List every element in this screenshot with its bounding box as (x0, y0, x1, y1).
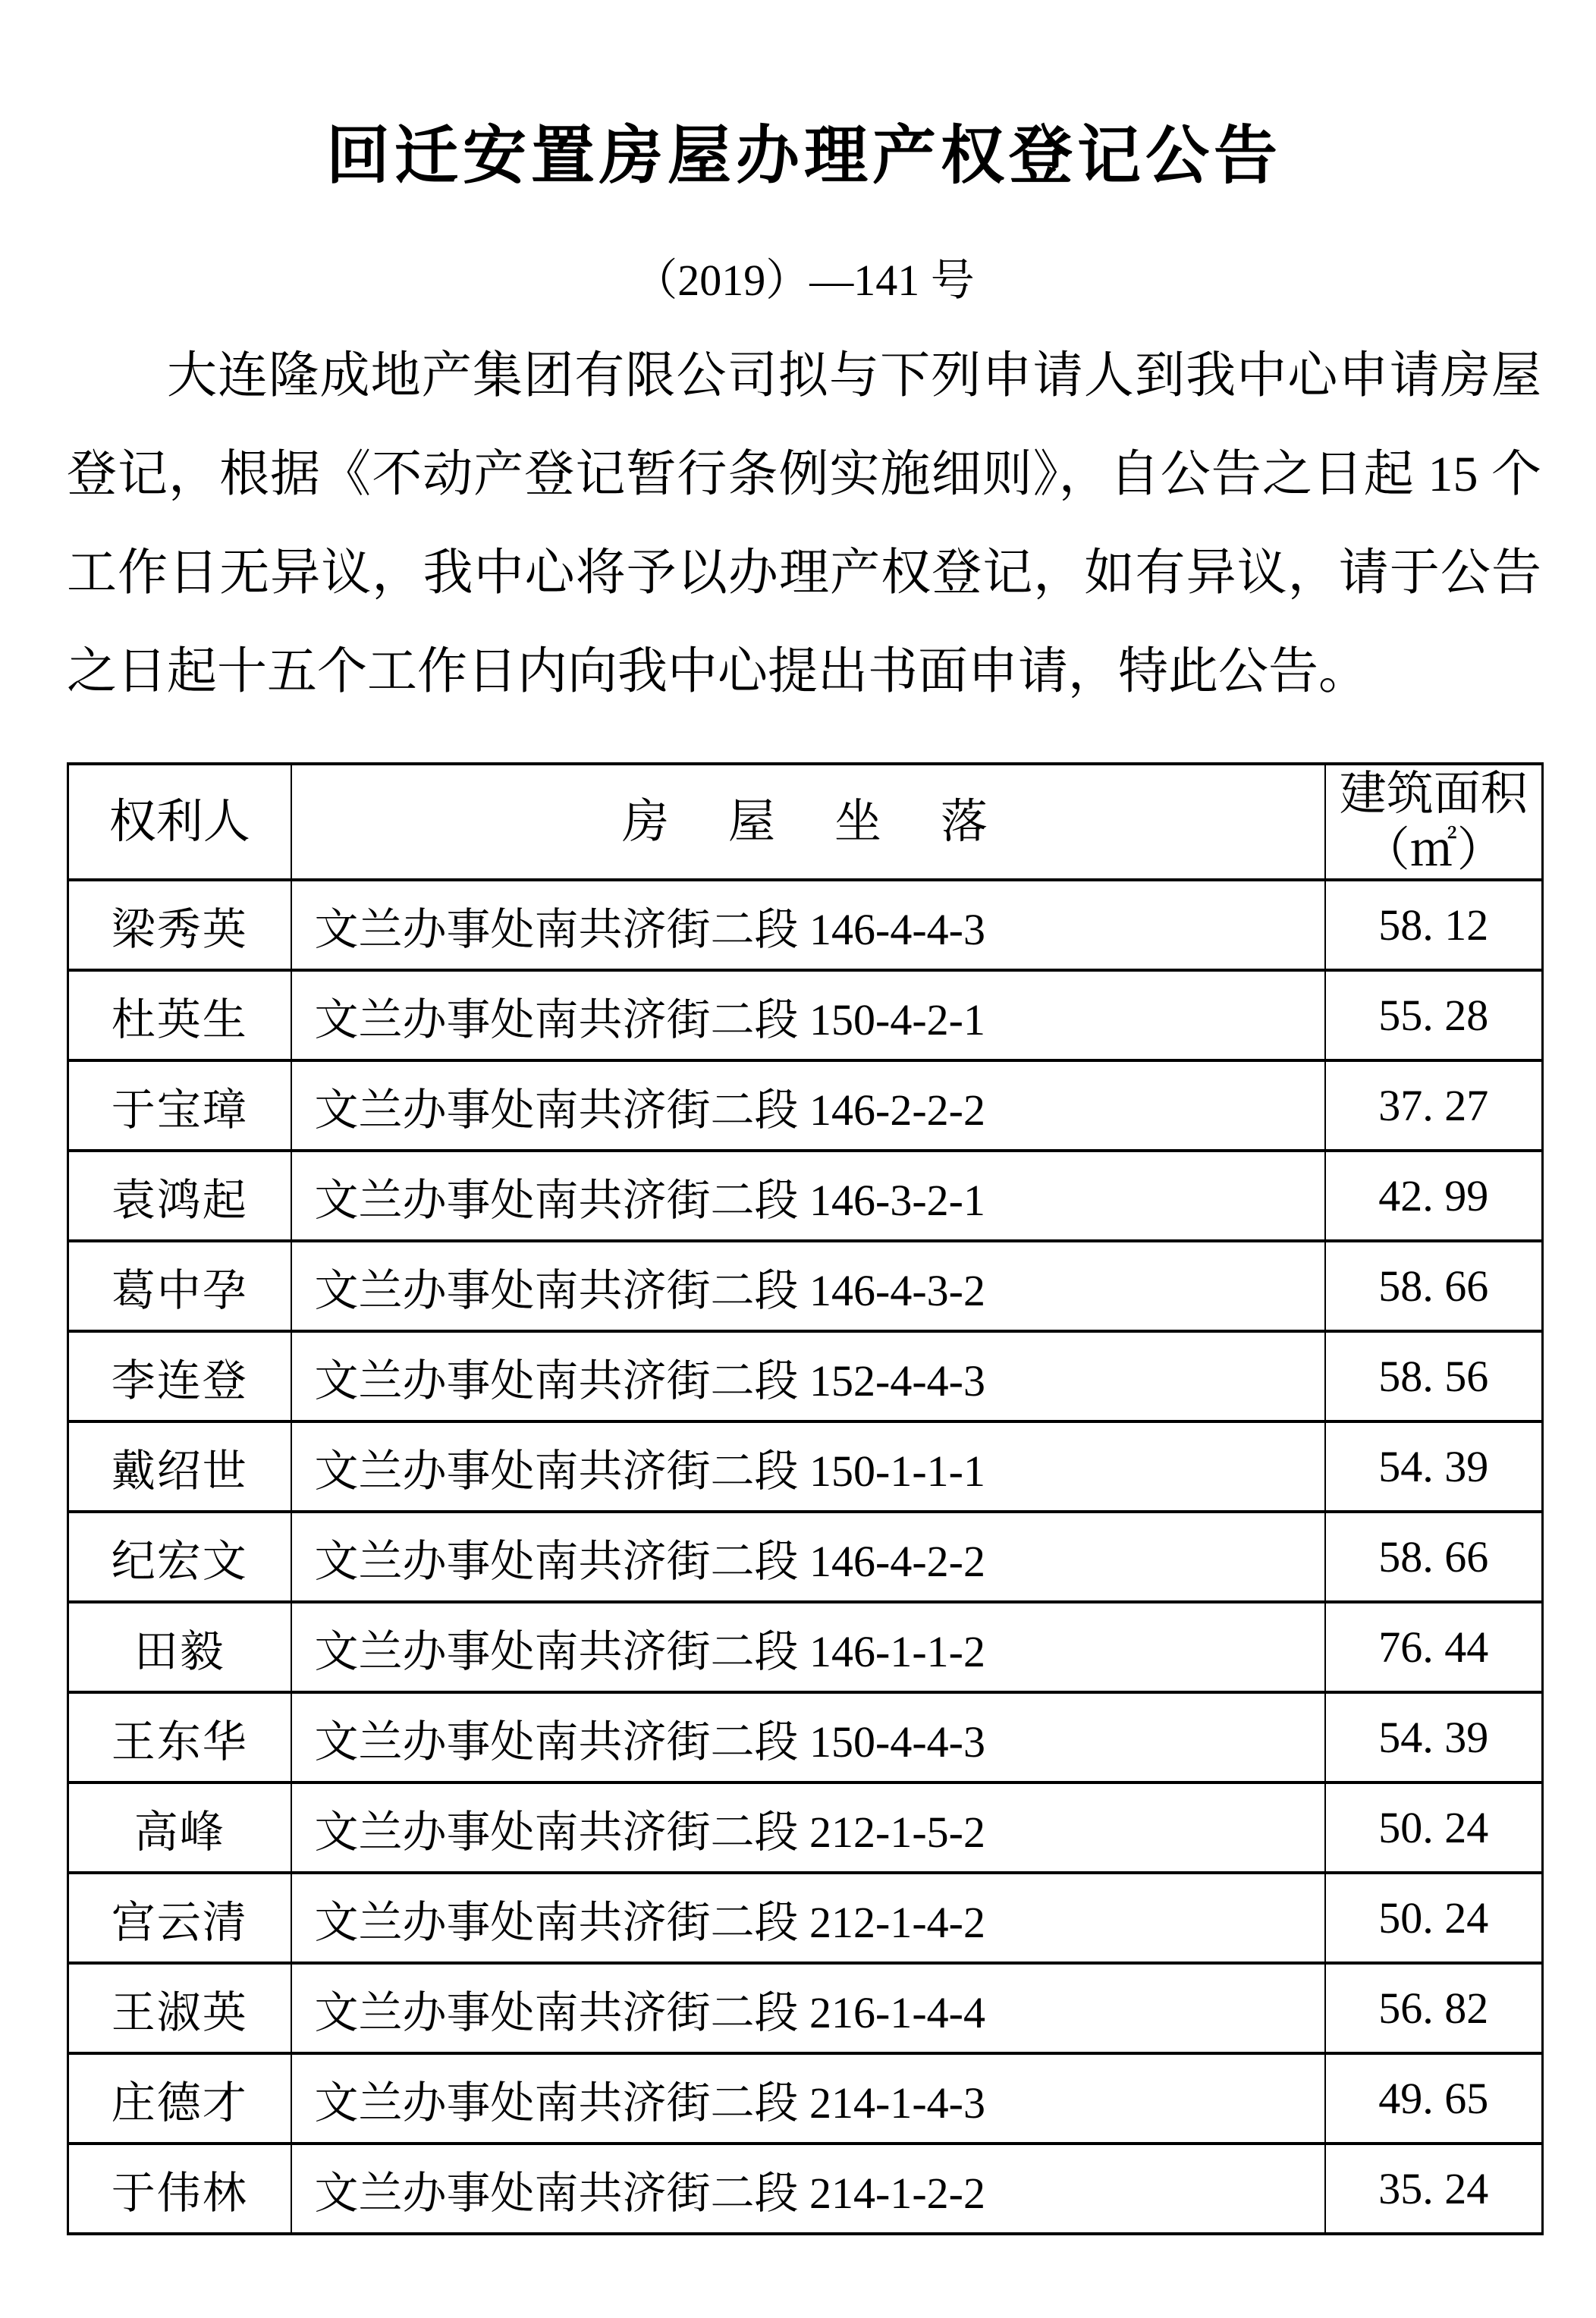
location-cell: 文兰办事处南共济街二段 146-4-3-2 (291, 1241, 1325, 1331)
location-cell: 文兰办事处南共济街二段 150-4-4-3 (291, 1692, 1325, 1782)
location-cell: 文兰办事处南共济街二段 212-1-5-2 (291, 1782, 1325, 1873)
owner-cell: 袁鸿起 (68, 1151, 291, 1241)
area-cell: 55. 28 (1325, 970, 1543, 1060)
col-header-area (1325, 764, 1543, 880)
table-row (68, 1512, 1543, 1602)
table-row (68, 1060, 1543, 1151)
area-cell: 58. 66 (1325, 1512, 1543, 1602)
owner-cell: 梁秀英 (68, 880, 291, 970)
table-row (68, 1331, 1543, 1421)
owner-cell: 纪宏文 (68, 1512, 291, 1602)
table-header-row (68, 764, 1543, 880)
owner-cell: 王淑英 (68, 1963, 291, 2053)
owner-cell: 戴绍世 (68, 1421, 291, 1512)
location-cell: 文兰办事处南共济街二段 152-4-4-3 (291, 1331, 1325, 1421)
owner-cell: 杜英生 (68, 970, 291, 1060)
table-row (68, 1421, 1543, 1512)
area-cell: 42. 99 (1325, 1151, 1543, 1241)
col-header-location: 房 屋 坐 落 (291, 764, 1325, 880)
area-cell: 54. 39 (1325, 1692, 1543, 1782)
area-cell: 58. 66 (1325, 1241, 1543, 1331)
paragraph-line-4: 之日起十五个工作日内向我中心提出书面申请，特此公告。 (67, 644, 1368, 699)
area-cell: 49. 65 (1325, 2053, 1543, 2144)
table-row (68, 1963, 1543, 2053)
paragraph-line-2: 登记，根据《不动产登记暂行条例实施细则》，自公告之日起 15 个 (67, 447, 1541, 502)
area-cell: 54. 39 (1325, 1421, 1543, 1512)
area-cell: 50. 24 (1325, 1782, 1543, 1873)
table-row (68, 1241, 1543, 1331)
location-cell: 文兰办事处南共济街二段 146-1-1-2 (291, 1602, 1325, 1692)
paragraph-line-3: 工作日无异议，我中心将予以办理产权登记，如有异议，请于公告 (67, 545, 1541, 601)
page-title: 回迁安置房屋办理产权登记公告 (325, 120, 1282, 191)
table-row (68, 1782, 1543, 1873)
area-cell: 37. 27 (1325, 1060, 1543, 1151)
owner-cell: 于伟林 (68, 2144, 291, 2234)
owner-cell: 田毅 (68, 1602, 291, 1692)
paragraph-line-1: 大连隆成地产集团有限公司拟与下列申请人到我中心申请房屋 (167, 348, 1541, 404)
location-cell: 文兰办事处南共济街二段 146-4-2-2 (291, 1512, 1325, 1602)
body-paragraph (67, 327, 1541, 721)
owner-cell: 高峰 (68, 1782, 291, 1873)
location-cell: 文兰办事处南共济街二段 214-1-2-2 (291, 2144, 1325, 2234)
area-cell: 58. 12 (1325, 880, 1543, 970)
table-row (68, 880, 1543, 970)
owner-cell: 李连登 (68, 1331, 291, 1421)
location-cell: 文兰办事处南共济街二段 146-2-2-2 (291, 1060, 1325, 1151)
table-row (68, 1151, 1543, 1241)
location-cell: 文兰办事处南共济街二段 150-1-1-1 (291, 1421, 1325, 1512)
location-cell: 文兰办事处南共济街二段 214-1-4-3 (291, 2053, 1325, 2144)
table-row (68, 2144, 1543, 2234)
area-cell: 58. 56 (1325, 1331, 1543, 1421)
table-row (68, 2053, 1543, 2144)
location-cell: 文兰办事处南共济街二段 212-1-4-2 (291, 1873, 1325, 1963)
col-header-area-line1: 建筑面积 (1339, 768, 1528, 820)
col-header-area-line2: （㎡） (1362, 824, 1504, 876)
area-cell: 35. 24 (1325, 2144, 1543, 2234)
area-cell: 56. 82 (1325, 1963, 1543, 2053)
area-cell: 50. 24 (1325, 1873, 1543, 1963)
table-row (68, 1602, 1543, 1692)
owner-cell: 宫云清 (68, 1873, 291, 1963)
owner-cell: 庄德才 (68, 2053, 291, 2144)
table-row (68, 1873, 1543, 1963)
table-row (68, 970, 1543, 1060)
col-header-owner: 权利人 (68, 764, 291, 880)
location-cell: 文兰办事处南共济街二段 216-1-4-4 (291, 1963, 1325, 2053)
owner-cell: 王东华 (68, 1692, 291, 1782)
location-cell: 文兰办事处南共济街二段 150-4-2-1 (291, 970, 1325, 1060)
area-cell: 76. 44 (1325, 1602, 1543, 1692)
registration-table (67, 762, 1544, 2235)
location-cell: 文兰办事处南共济街二段 146-4-4-3 (291, 880, 1325, 970)
location-cell: 文兰办事处南共济街二段 146-3-2-1 (291, 1151, 1325, 1241)
doc-number: （2019）—141 号 (633, 256, 975, 305)
owner-cell: 于宝璋 (68, 1060, 291, 1151)
table-row (68, 1692, 1543, 1782)
owner-cell: 葛中孕 (68, 1241, 291, 1331)
